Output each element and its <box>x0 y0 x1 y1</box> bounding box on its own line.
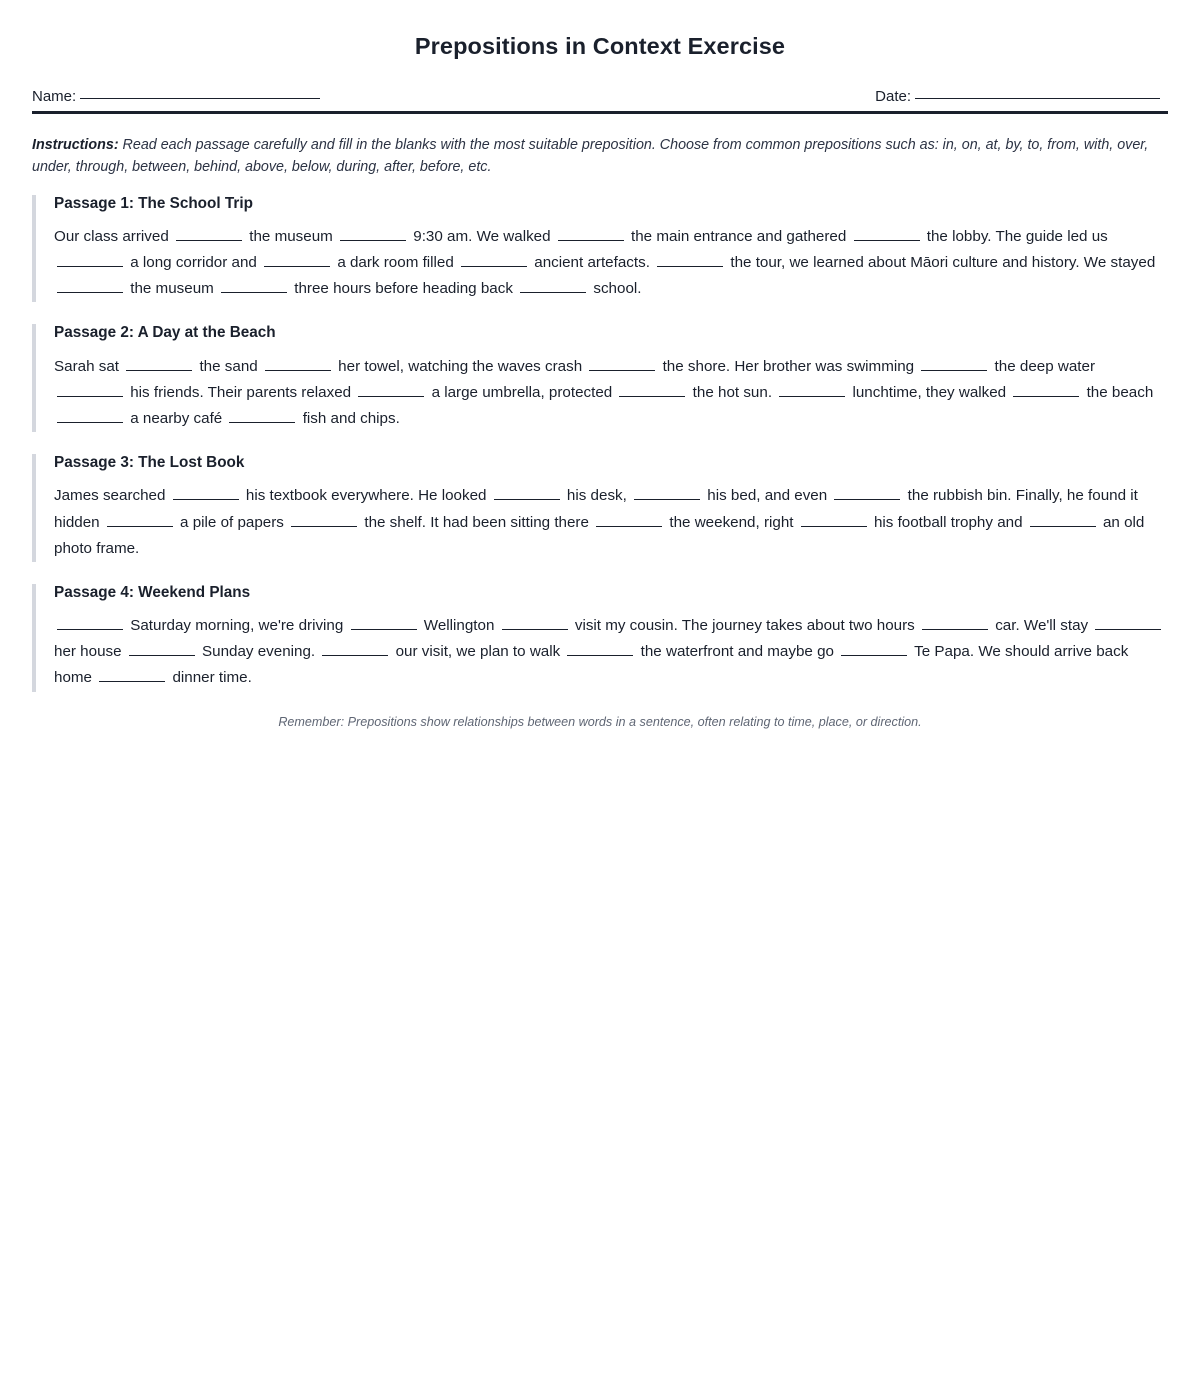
passage-text-segment: car. We'll stay <box>990 617 1093 635</box>
answer-blank[interactable] <box>801 513 867 526</box>
passage-text-segment: the deep water <box>990 357 1096 375</box>
answer-blank[interactable] <box>57 280 123 293</box>
passage-text-segment: Saturday morning, we're driving <box>126 617 348 635</box>
passage-block <box>32 454 1168 562</box>
passage-text-segment: three hours before heading back <box>290 280 518 298</box>
answer-blank[interactable] <box>841 643 907 656</box>
passage-text-segment: Sunday evening. <box>197 643 320 661</box>
answer-blank[interactable] <box>229 409 295 422</box>
name-label: Name: <box>32 88 77 106</box>
passage-text-segment: the lobby. The guide led us <box>922 227 1108 245</box>
answer-blank[interactable] <box>921 357 987 370</box>
passage-text-segment: his textbook everywhere. He looked <box>241 487 491 505</box>
passage-text-segment: the beach <box>1082 383 1154 401</box>
answer-blank[interactable] <box>1013 383 1079 396</box>
answer-blank[interactable] <box>291 513 357 526</box>
answer-blank[interactable] <box>176 227 242 240</box>
answer-blank[interactable] <box>494 487 560 500</box>
answer-blank[interactable] <box>57 383 123 396</box>
passage-text-segment: the hot sun. <box>688 383 777 401</box>
answer-blank[interactable] <box>596 513 662 526</box>
passage-text-segment: ancient artefacts. <box>530 253 655 271</box>
passage-text-segment: the shore. Her brother was swimming <box>658 357 919 375</box>
passage-text-segment: James searched <box>54 487 170 505</box>
name-input-line[interactable] <box>80 98 320 99</box>
passage-block <box>32 324 1168 432</box>
passage-block <box>32 195 1168 303</box>
passage-text-segment: a nearby café <box>126 409 227 427</box>
passage-text-segment: the weekend, right <box>665 513 798 531</box>
answer-blank[interactable] <box>126 357 192 370</box>
answer-blank[interactable] <box>351 617 417 630</box>
passage-text-segment: lunchtime, they walked <box>848 383 1011 401</box>
answer-blank[interactable] <box>634 487 700 500</box>
passage-text-segment: visit my cousin. The journey takes about two hours <box>570 617 919 635</box>
passage-text-segment: 9:30 am. We walked <box>409 227 555 245</box>
passage-title: Passage 4: Weekend Plans <box>54 583 251 601</box>
answer-blank[interactable] <box>558 227 624 240</box>
passage-text-segment: school. <box>589 280 642 298</box>
passage-text-segment: Wellington <box>419 617 499 635</box>
passage-text-segment: the museum <box>245 227 338 245</box>
passage-title: Passage 1: The School Trip <box>54 194 253 212</box>
passage-title: Passage 3: The Lost Book <box>54 454 245 472</box>
passage-text-segment: the waterfront and maybe go <box>636 643 839 661</box>
date-input-line[interactable] <box>915 98 1160 99</box>
answer-blank[interactable] <box>173 487 239 500</box>
answer-blank[interactable] <box>57 254 123 267</box>
answer-blank[interactable] <box>265 357 331 370</box>
answer-blank[interactable] <box>221 280 287 293</box>
passage-text-segment: an old photo frame. <box>54 513 1145 557</box>
passage-text-segment: his bed, and even <box>703 487 832 505</box>
date-label: Date: <box>875 88 911 106</box>
date-field-group <box>875 88 1160 105</box>
passage-text <box>54 613 1168 691</box>
answer-blank[interactable] <box>854 227 920 240</box>
passage-text-segment: a pile of papers <box>175 513 289 531</box>
answer-blank[interactable] <box>129 643 195 656</box>
passage-text <box>54 224 1168 302</box>
passage-text-segment: Te Papa. We should arrive back home <box>54 643 1129 687</box>
passage-text-segment: fish and chips. <box>298 409 400 427</box>
answer-blank[interactable] <box>619 383 685 396</box>
footer-note: Remember: Prepositions show relationships between words in a sentence, often relating to time, place, or direction. <box>278 714 922 729</box>
passage-text-segment: her house <box>54 643 126 661</box>
answer-blank[interactable] <box>264 254 330 267</box>
answer-blank[interactable] <box>107 513 173 526</box>
passage-text-segment: the rubbish bin. Finally, he found it hidden <box>54 487 1138 531</box>
answer-blank[interactable] <box>57 409 123 422</box>
answer-blank[interactable] <box>1030 513 1096 526</box>
name-field-group <box>32 88 320 105</box>
page-title: Prepositions in Context Exercise <box>414 33 786 59</box>
passage-text-segment: his football trophy and <box>869 513 1027 531</box>
passage-title: Passage 2: A Day at the Beach <box>54 324 276 342</box>
answer-blank[interactable] <box>922 617 988 630</box>
answer-blank[interactable] <box>657 254 723 267</box>
passage-text-segment: dinner time. <box>168 669 252 687</box>
passage-text-segment: his desk, <box>562 487 632 505</box>
passage-text-segment: a dark room filled <box>333 253 459 271</box>
passage-text <box>54 354 1168 432</box>
passage-block <box>32 584 1168 692</box>
passage-text-segment: the main entrance and gathered <box>626 227 851 245</box>
passage-text-segment: Sarah sat <box>54 357 124 375</box>
answer-blank[interactable] <box>99 669 165 682</box>
name-date-row <box>32 88 1168 114</box>
passage-text-segment: her towel, watching the waves crash <box>333 357 587 375</box>
passage-text-segment: the museum <box>126 280 219 298</box>
passage-text-segment: Our class arrived <box>54 227 174 245</box>
answer-blank[interactable] <box>57 617 123 630</box>
answer-blank[interactable] <box>461 254 527 267</box>
passage-text-segment: his friends. Their parents relaxed <box>126 383 356 401</box>
answer-blank[interactable] <box>520 280 586 293</box>
answer-blank[interactable] <box>834 487 900 500</box>
passage-text-segment: a long corridor and <box>126 253 262 271</box>
instructions-paragraph <box>32 134 1168 178</box>
passage-text-segment: our visit, we plan to walk <box>391 643 565 661</box>
instructions-label: Instructions: <box>32 137 119 154</box>
passage-text-segment: the tour, we learned about Māori culture and history. We stayed <box>726 253 1156 271</box>
passage-text-segment: the sand <box>195 357 262 375</box>
answer-blank[interactable] <box>340 227 406 240</box>
answer-blank[interactable] <box>322 643 388 656</box>
instructions-text: Read each passage carefully and fill in the blanks with the most suitable preposition. Choose from common prepositions such as: in, on, at, by, to, from, with, over, under, through, between, behind, above, below, during, after, before, etc. <box>32 137 1149 176</box>
answer-blank[interactable] <box>358 383 424 396</box>
answer-blank[interactable] <box>779 383 845 396</box>
passage-text-segment: a large umbrella, protected <box>427 383 617 401</box>
answer-blank[interactable] <box>589 357 655 370</box>
answer-blank[interactable] <box>567 643 633 656</box>
passage-text-segment: the shelf. It had been sitting there <box>360 513 594 531</box>
passage-text <box>54 483 1168 561</box>
passages-container <box>32 195 1168 692</box>
answer-blank[interactable] <box>502 617 568 630</box>
answer-blank[interactable] <box>1095 617 1161 630</box>
